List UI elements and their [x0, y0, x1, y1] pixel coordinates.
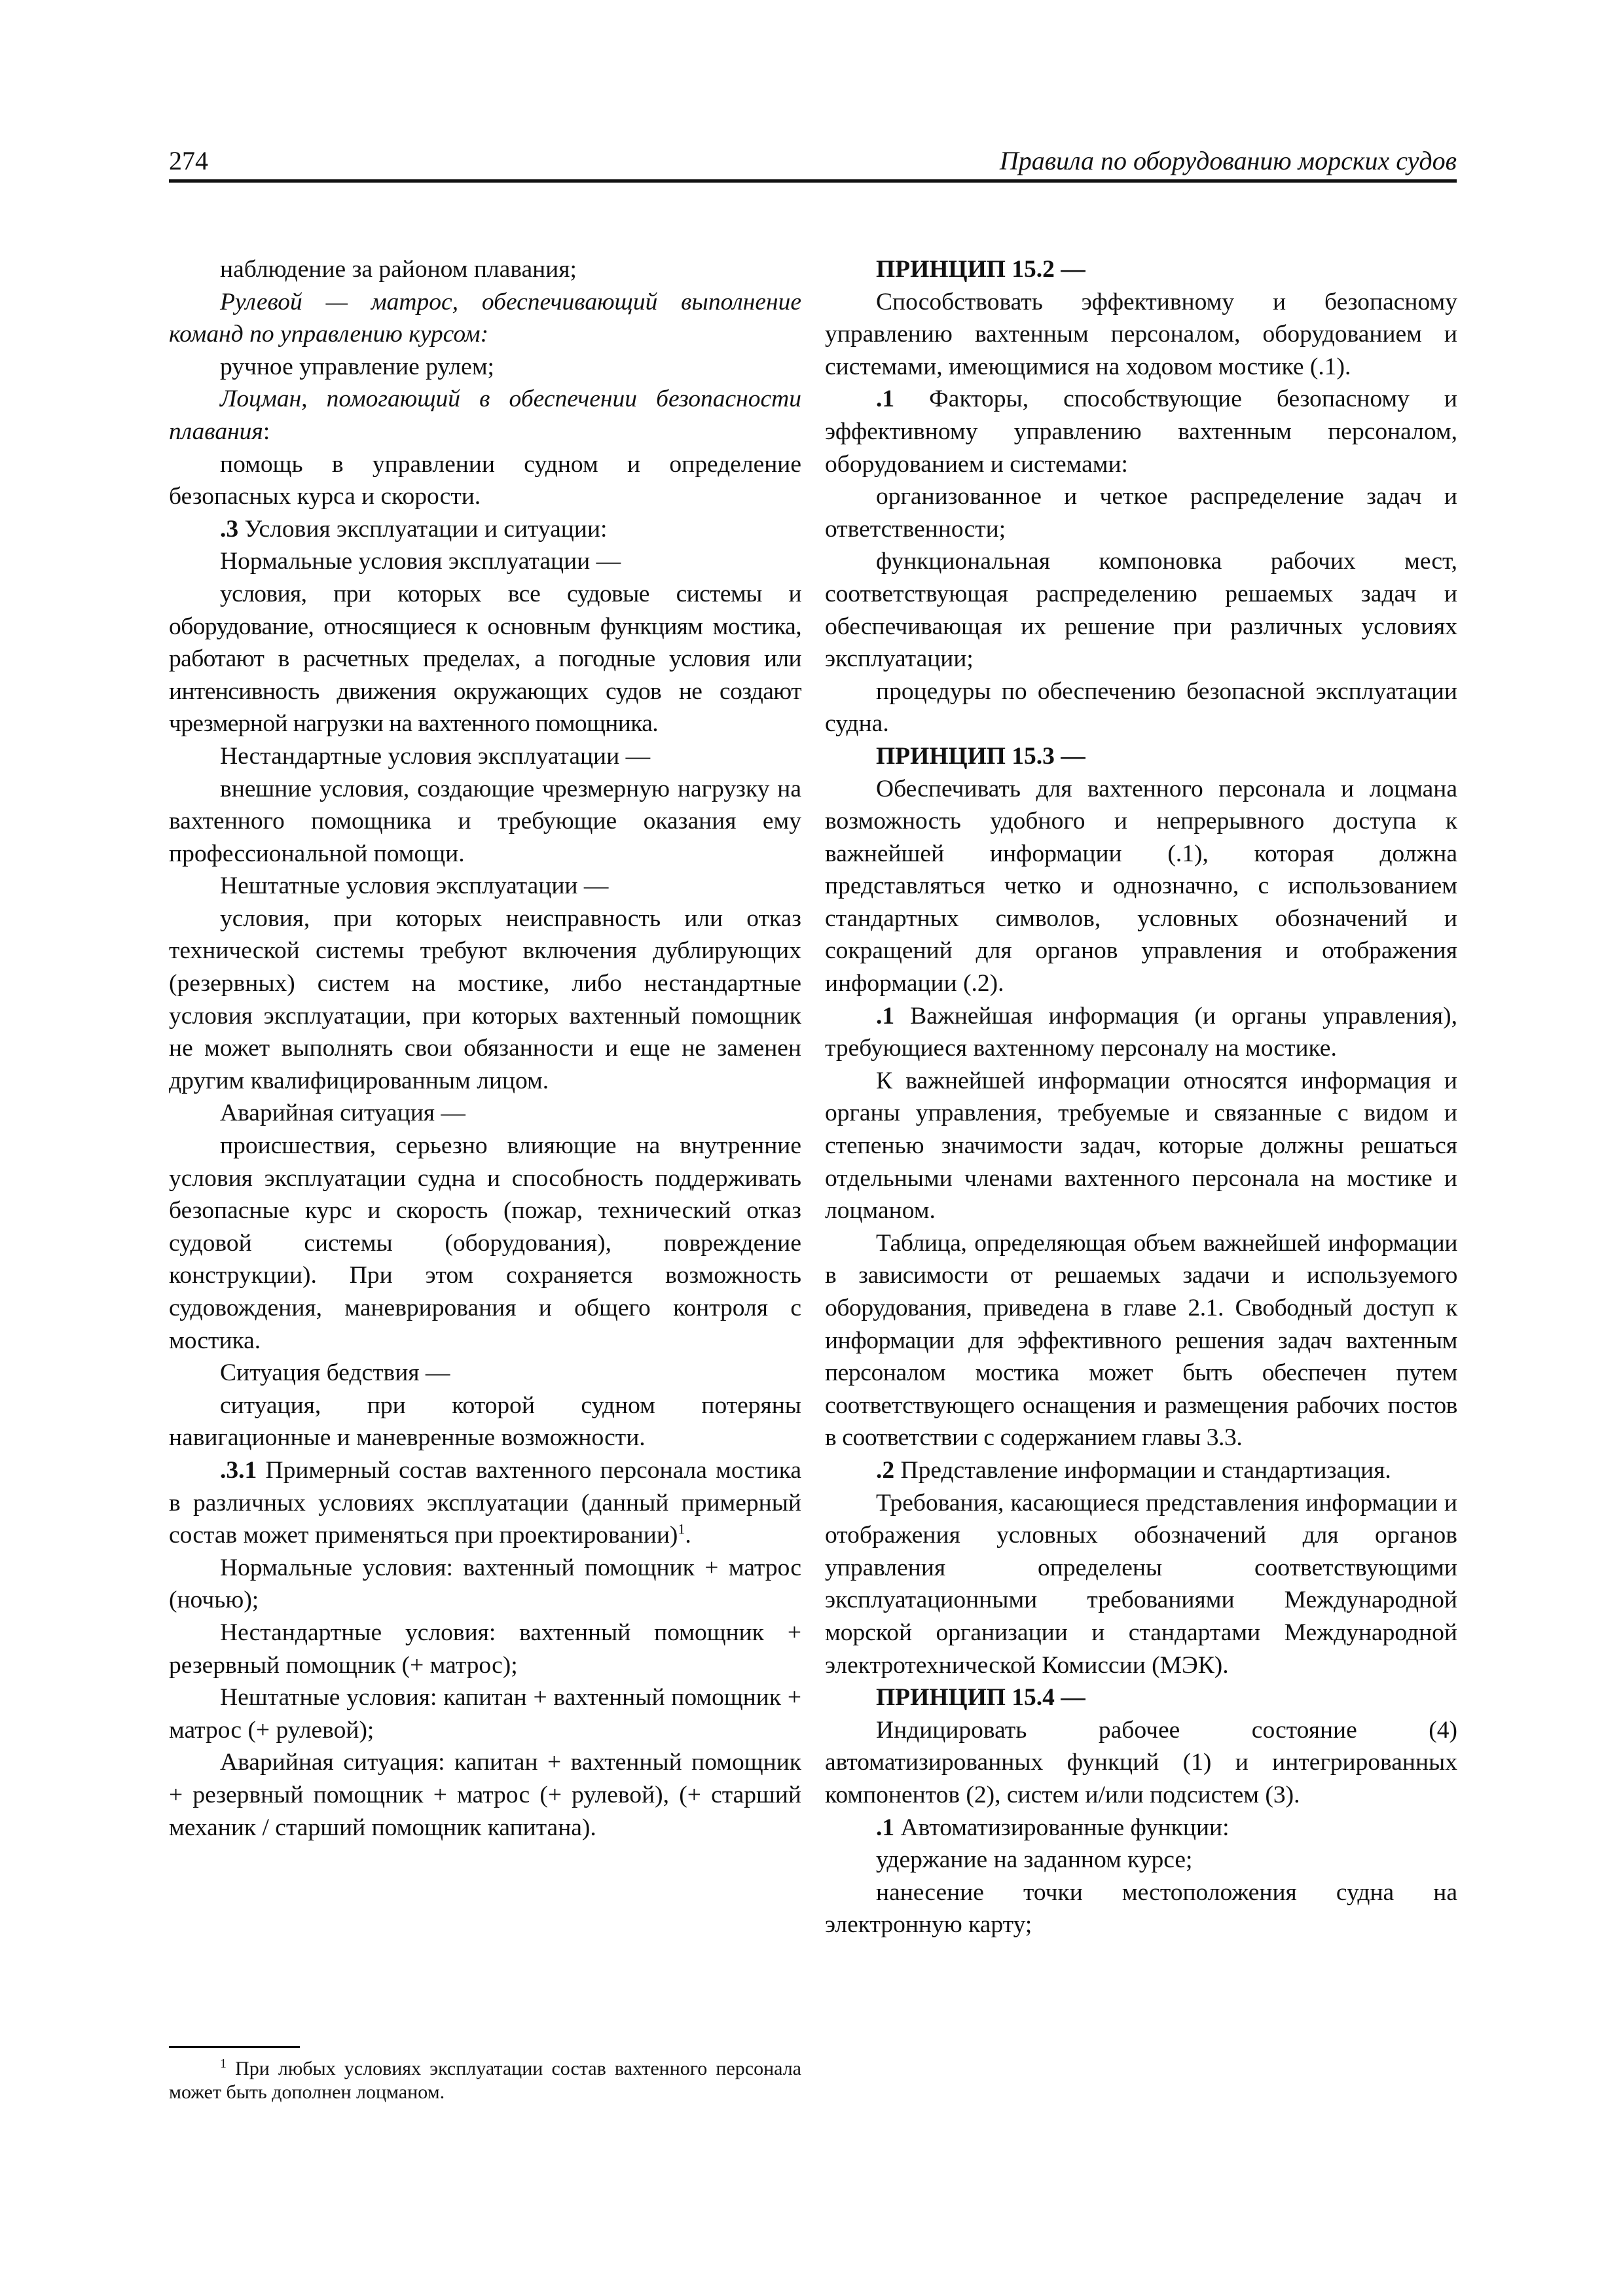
paragraph: Таблица, определяющая объем важнейшей информации в зависимости от решаемых задачи и используемого оборудования, приведена в главе 2.1. Свободный доступ к информации для эффективного решения задач вахтенным персоналом мостика может быть обеспечен путем соответствующего оснащения и размещения рабочих постов в соответствии с содержанием главы 3.3. — [825, 1229, 1457, 1452]
definition: происшествия, серьезно влияющие на внутренние условия эксплуатации судна и способность поддерживать безопасные курс и скорость (пожар, технический отказ судовой системы (оборудования), повреждение конструкции). При этом сохраняется возможность судовождения, маневрирования и общего контроля с мостика. — [169, 1132, 801, 1354]
definition: условия, при которых все судовые системы и оборудование, относящиеся к основным функциям мостика, работают в расчетных пределах, а погодные условия или интенсивность движения окружающих судов не создают чрезмерной нагрузки на вахтенного помощника. — [169, 580, 801, 738]
definition: условия, при которых неисправность или отказ технической системы требуют включения дублирующих (резервных) систем на мостике, либо нестандартные условия эксплуатации, при которых вахтенный помощник не может выполнять свои обязанности и еще не заменен другим квалифицированным лицом. — [169, 905, 801, 1094]
principle-heading: ПРИНЦИП 15.3 — — [876, 742, 1085, 770]
item-number: .1 — [876, 1002, 895, 1030]
paragraph: К важнейшей информации относятся информация и органы управления, требуемые и связанные с видом и степенью значимости задач, которые должны решаться отдельными членами вахтенного персонала на мостике и лоцманом. — [825, 1067, 1457, 1225]
definition: внешние условия, создающие чрезмерную нагрузку на вахтенного помощника и требующие оказания ему профессиональной помощи. — [169, 775, 801, 867]
paragraph: Нештатные условия: капитан + вахтенный помощник + матрос (+ рулевой); — [169, 1684, 801, 1744]
definition: ситуация, при которой судном потеряны навигационные и маневренные возможности. — [169, 1391, 801, 1452]
paragraph: Способствовать эффективному и безопасному управлению вахтенным персоналом, оборудованием и системами, имеющимися на ходовом мостике (.1). — [825, 288, 1457, 380]
item-number: .3 — [220, 515, 239, 543]
item-number: .1 — [876, 1814, 895, 1841]
paragraph: нанесение точки местоположения судна на электронную карту; — [825, 1878, 1457, 1939]
section-item: .3 Условия эксплуатации и ситуации: — [220, 515, 608, 543]
paragraph: организованное и четкое распределение задач и ответственности; — [825, 483, 1457, 543]
italic-term: Рулевой — матрос, обеспечивающий выполнение команд по управлению курсом — [169, 288, 801, 348]
term-heading: Аварийная ситуация — — [220, 1100, 465, 1127]
page-number: 274 — [169, 146, 208, 175]
term-heading: Нестандартные условия эксплуатации — — [220, 742, 651, 770]
item-number: .1 — [876, 386, 895, 413]
term-heading: Ситуация бедствия — — [220, 1359, 450, 1387]
page-header — [169, 145, 1457, 182]
running-title: Правила по оборудованию морских судов — [999, 146, 1457, 175]
item-number: .2 — [876, 1456, 895, 1484]
paragraph: функциональная компоновка рабочих мест, соответствующая распределению решаемых задач и обеспечивающая их решение при различных условиях эксплуатации; — [825, 548, 1457, 673]
term-heading: Нормальные условия эксплуатации — — [220, 548, 621, 575]
header-rule — [169, 179, 1457, 183]
term-heading: Нештатные условия эксплуатации — — [220, 872, 609, 900]
paragraph: Нестандартные условия: вахтенный помощник + резервный помощник (+ матрос); — [169, 1619, 801, 1679]
paragraph: Аварийная ситуация: капитан + вахтенный помощник + резервный помощник + матрос (+ рулевой), (+ старший механик / старший помощник капитана). — [169, 1749, 801, 1841]
paragraph: Индицировать рабочее состояние (4) автоматизированных функций (1) и интегрированных компонентов (2), систем и/или подсистем (3). — [825, 1716, 1457, 1808]
footnote — [169, 2057, 801, 2104]
paragraph: помощь в управлении судном и определение безопасных курса и скорости. — [169, 450, 801, 511]
paragraph: Требования, касающиеся представления информации и отображения условных обозначений для органов управления определены соответствующими эксплуатационными требованиями Международной морской организации и стандартами Международной электротехнической Комиссии (МЭК). — [825, 1489, 1457, 1679]
left-column — [169, 253, 801, 1844]
footnote-rule — [169, 2046, 300, 2048]
section-item: .1 Важнейшая информация (и органы управления), требующиеся вахтенному персоналу на мостике. — [825, 1002, 1457, 1062]
paragraph: Лоцман, помогающий в обеспечении безопасности плавания: — [169, 386, 801, 445]
paragraph: Нормальные условия: вахтенный помощник + матрос (ночью); — [169, 1554, 801, 1614]
item-number: .3.1 — [220, 1456, 257, 1484]
principle-heading: ПРИНЦИП 15.2 — — [876, 256, 1085, 283]
principle-heading: ПРИНЦИП 15.4 — — [876, 1684, 1085, 1712]
paragraph: наблюдение за районом плавания; — [220, 256, 577, 283]
footnote-ref[interactable]: 1 — [678, 1520, 685, 1537]
section-item: .2 Представление информации и стандартизация. — [876, 1456, 1391, 1484]
italic-term: Лоцман, помогающий в обеспечении безопасности плавания — [169, 386, 801, 445]
section-item: .3.1 Примерный состав вахтенного персонала мостика в различных условиях эксплуатации (данный примерный состав может применяться при проектировании)$^1$. — [169, 1456, 801, 1549]
footnote-mark: 1 — [220, 2056, 227, 2071]
right-column — [825, 253, 1457, 1941]
footnote-text: При любых условиях эксплуатации состав вахтенного персонала может быть дополнен лоцманом. — [169, 2058, 801, 2103]
paragraph: Рулевой — матрос, обеспечивающий выполнение команд по управлению курсом: — [169, 288, 801, 348]
paragraph: ручное управление рулем; — [220, 353, 494, 380]
section-item: .1 Факторы, способствующие безопасному и эффективному управлению вахтенным персоналом, оборудованием и системами: — [825, 386, 1457, 478]
paragraph: удержание на заданном курсе; — [876, 1846, 1193, 1874]
paragraph: Обеспечивать для вахтенного персонала и лоцмана возможность удобного и непрерывного доступа к важнейшей информации (.1), которая должна представляться четко и однозначно, с использованием стандартных символов, условных обозначений и сокращений для органов управления и отображения информации (.2). — [825, 775, 1457, 997]
paragraph: процедуры по обеспечению безопасной эксплуатации судна. — [825, 677, 1457, 738]
section-item: .1 Автоматизированные функции: — [876, 1814, 1230, 1841]
